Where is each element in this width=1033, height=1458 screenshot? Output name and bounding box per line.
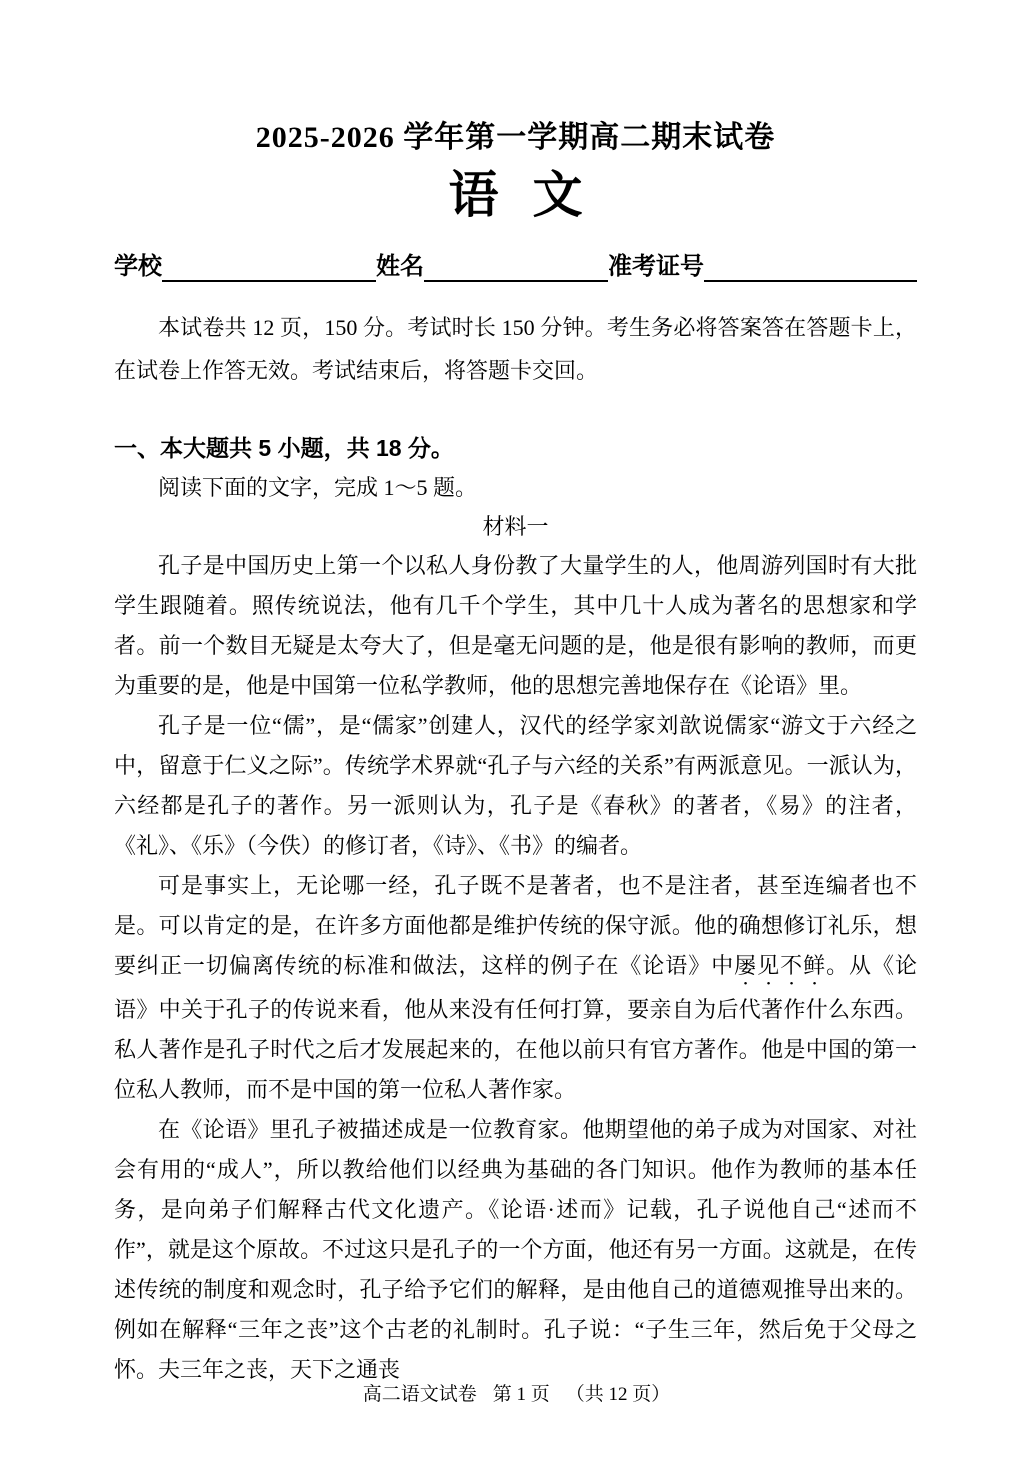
admission-number-field [608,252,917,282]
student-info-row [114,250,917,282]
name-blank-line [424,252,608,282]
paragraph-3-text-after: 。从《论语》中关于孔子的传说来看，他从来没有任何打算，要亲自为后代著作什么东西。私人著作是孔子时代之后才发展起来的，在他以前只有官方著作。他是中国的第一位私人教师，而不是中国的第一位私人著作家。 [114,953,917,1102]
section-one-heading: 一、本大题共 5 小题，共 18 分。 [114,435,454,461]
subject-title: 语 文 [448,167,593,223]
material-paragraph-2: 孔子是一位“儒”，是“儒家”创建人，汉代的经学家刘歆说儒家“游文于六经之中，留意于仁义之际”。传统学术界就“孔子与六经的关系”有两派意见。一派认为，六经都是孔子的著作。另一派则认为，孔子是《春秋》的著者，《易》的注者，《礼》、《乐》（今佚）的修订者，《诗》、《书》的编者。 [114,713,917,858]
footer-total-pages: （共 12 页） [565,1384,671,1405]
exam-session-title: 2025-2026 学年第一学期高二期末试卷 [255,121,776,154]
name-label: 姓名 [376,253,424,280]
footer-page-number: 第 1 页 [492,1384,550,1405]
reading-instruction: 阅读下面的文字，完成 1～5 题。 [158,475,478,500]
material-paragraph-4: 在《论语》里孔子被描述成是一位教育家。他期望他的弟子成为对国家、对社会有用的“成人”，所以教给他们以经典为基础的各门知识。他作为教师的基本任务，是向弟子们解释古代文化遗产。《论语·述而》记载，孔子说他自己“述而不作”，就是这个原故。不过这只是孔子的一个方面，他还有另一方面。这就是，在传述传统的制度和观念时，孔子给予它们的解释，是由他自己的道德观推导出来的。例如在解释“三年之丧”这个古老的礼制时。孔子说：“子生三年，然后免于父母之怀。夫三年之丧，天下之通丧 [114,1117,917,1382]
admission-number-blank-line [704,252,917,282]
emphasized-phrase: 屡见不鲜 [734,953,827,978]
name-field [376,252,608,282]
paragraph-3-text-before: 可是事实上，无论哪一经，孔子既不是著者，也不是注者，甚至连编者也不是。可以肯定的是，在许多方面他都是维护传统的保守派。他的确想修订礼乐，想要纠正一切偏离传统的标准和做法，这样的例子在《论语》中 [114,873,917,978]
page-footer [0,1379,1033,1406]
material-paragraph-1: 孔子是中国历史上第一个以私人身份教了大量学生的人，他周游列国时有大批学生跟随着。照传统说法，他有几千个学生，其中几十人成为著名的思想家和学者。前一个数目无疑是太夸大了，但是毫无问题的是，他是很有影响的教师，而更为重要的是，他是中国第一位私学教师，他的思想完善地保存在《论语》里。 [114,553,917,698]
admission-number-label: 准考证号 [608,253,704,280]
school-label: 学校 [114,253,162,280]
footer-document-label: 高二语文试卷 [362,1384,477,1405]
school-blank-line [162,252,376,282]
material-paragraph-3 [114,866,917,1110]
exam-notice: 本试卷共 12 页，150 分。考试时长 150 分钟。考生务必将答案答在答题卡上，在试卷上作答无效。考试结束后，将答题卡交回。 [114,315,917,383]
school-field [114,252,376,282]
material-one-title: 材料一 [482,514,549,539]
